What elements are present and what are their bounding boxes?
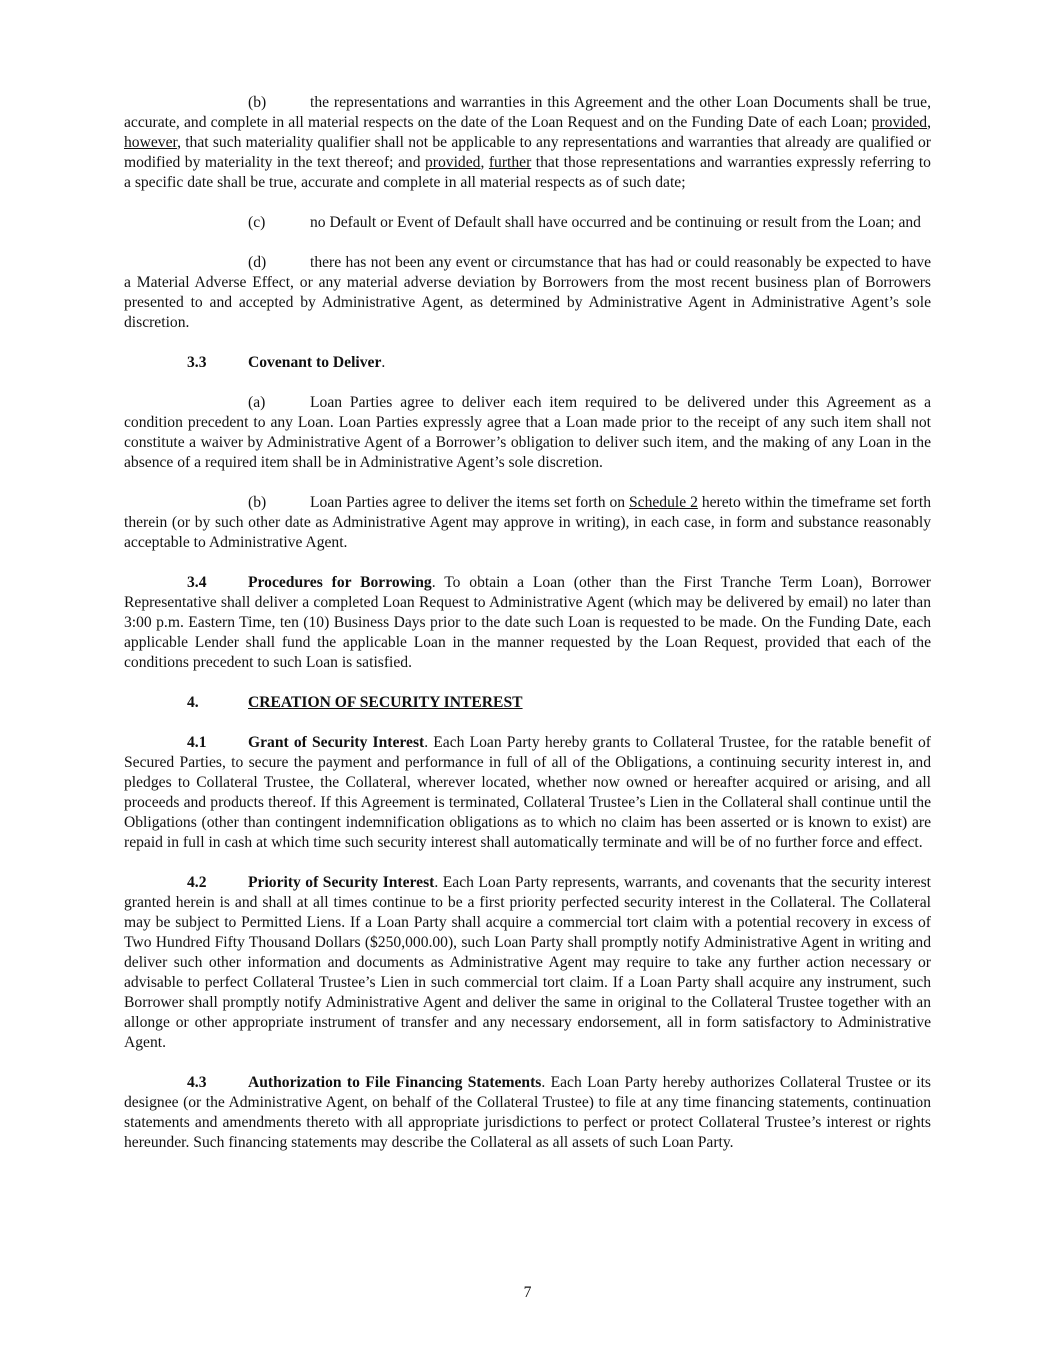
section-4-1-paragraph: 4.1 Grant of Security Interest. Each Loan Party hereby grants to Collateral Trustee, for the ratable benefit of Secured Parties, to secure the payment and performance in full of all of the Obligations, a continuing security interest in, and pledges to Collateral Trustee, the Collateral, wherever located, whether now owned or hereafter acquired or arising, and all proceeds and products thereof. If this Agreement is terminated, Collateral Trustee’s Lien in the Collateral shall continue until the Obligations (other than contingent indemnification obligations as to which no claim has been asserted or is known to exist) are repaid in full in cash at which time such security interest shall automatically terminate and will be of no further force and effect. xyxy=(124,734,931,851)
section-number: 4.2 xyxy=(187,874,207,891)
paragraph-d-material-adverse-effect: (d) there has not been any event or circumstance that has had or could reasonably be expected to have a Material Adverse Effect, or any material adverse deviation by Borrowers from the most recent business plan of Borrowers presented to and accepted by Administrative Agent, as determined by Administrative Agent in Administrative Agent’s sole discretion. xyxy=(124,254,931,331)
section-4-2-paragraph: 4.2 Priority of Security Interest. Each Loan Party represents, warrants, and covenants that the security interest granted herein is and shall at all times continue to be a first priority perfected security interest in the Collateral. The Collateral may be subject to Permitted Liens. If a Loan Party shall acquire a commercial tort claim with a potential recovery in excess of Two Hundred Fifty Thousand Dollars ($250,000.00), such Loan Party shall promptly notify Administrative Agent in writing and deliver such other information and documents as Administrative Agent may require to take any further action necessary or advisable to perfect Collateral Trustee’s Lien in such commercial tort claim. If a Loan Party shall acquire any instrument, such Borrower shall promptly notify Administrative Agent and deliver the same in original to the Collateral Trustee together with an allonge or other appropriate instrument of transfer and any necessary endorsement, all in form satisfactory to Administrative Agent. xyxy=(124,874,931,1051)
section-number: 4.3 xyxy=(187,1074,207,1091)
section-4-heading xyxy=(187,693,931,713)
item-marker: (b) xyxy=(248,94,267,111)
page-number: 7 xyxy=(523,1284,532,1301)
section-title: Priority of Security Interest xyxy=(248,874,435,891)
paragraph-3-3-b: (b) Loan Parties agree to deliver the items set forth on Schedule 2 hereto within the timeframe set forth therein (or by such other date as Administrative Agent may approve in writing), in each case, in form and substance reasonably acceptable to Administrative Agent. xyxy=(124,494,932,551)
section-title: Authorization to File Financing Statements xyxy=(248,1074,542,1091)
section-3-4-paragraph: 3.4 Procedures for Borrowing. To obtain a Loan (other than the First Tranche Term Loan), Borrower Representative shall deliver a completed Loan Request to Administrative Agent (which may be delivered by email) no later than 3:00 p.m. Eastern Time, ten (10) Business Days prior to the date such Loan is requested to be made. On the Funding Date, each applicable Lender shall fund the applicable Loan in the manner requested by the Loan Request, provided that each of the conditions precedent to such Loan is satisfied. xyxy=(124,574,931,671)
section-title: CREATION OF SECURITY INTEREST xyxy=(248,694,523,711)
section-4-3-paragraph: 4.3 Authorization to File Financing Statements. Each Loan Party hereby authorizes Collateral Trustee or its designee (or the Administrative Agent, on behalf of the Collateral Trustee) to file at any time financing statements, continuation statements and amendments thereto with all appropriate jurisdictions to perfect or protect Collateral Trustee’s interest or rights hereunder. Such financing statements may describe the Collateral as all assets of such Loan Party. xyxy=(124,1074,931,1151)
further-term: further xyxy=(488,154,532,171)
however-term: however xyxy=(124,134,178,151)
paragraph-b-representations: (b) the representations and warranties in this Agreement and the other Loan Documents shall be true, accurate, and complete in all material respects on the date of the Loan Request and on the Funding Date of each Loan; provided, however, that such materiality qualifier shall not be applicable to any representations and warranties that already are qualified or modified by materiality in the text thereof; and provided, further that those representations and warranties expressly referring to a specific date shall be true, accurate and complete in all material respects as of such date; xyxy=(124,94,931,191)
item-marker: (c) xyxy=(248,214,266,231)
provided-term: provided xyxy=(425,154,481,171)
paragraph-3-3-a: (a) Loan Parties agree to deliver each item required to be delivered under this Agreement as a condition precedent to any Loan. Loan Parties expressly agree that a Loan made prior to the receipt of any such item shall not constitute a waiver by Administrative Agent of a Borrower’s obligation to deliver such item, and the making of any Loan in the absence of a required item shall be in Administrative Agent’s sole discretion. xyxy=(124,394,931,471)
section-number: 4.1 xyxy=(187,734,207,751)
section-title: Covenant to Deliver xyxy=(248,354,382,371)
section-number: 3.3 xyxy=(187,354,207,371)
item-marker: (a) xyxy=(248,394,266,411)
item-marker: (d) xyxy=(248,254,267,271)
document-page xyxy=(124,93,931,1173)
provided-term: provided xyxy=(871,114,928,131)
section-number: 4. xyxy=(187,694,199,711)
section-3-3-heading: 3.3 Covenant to Deliver. xyxy=(187,354,386,371)
paragraph-c-no-default: (c) no Default or Event of Default shall have occurred and be continuing or result from the Loan; and xyxy=(248,214,921,231)
item-marker: (b) xyxy=(248,494,267,511)
schedule-reference: Schedule 2 xyxy=(628,494,698,511)
section-number: 3.4 xyxy=(187,574,207,591)
section-title: Procedures for Borrowing xyxy=(248,574,432,591)
section-title: Grant of Security Interest xyxy=(248,734,425,751)
